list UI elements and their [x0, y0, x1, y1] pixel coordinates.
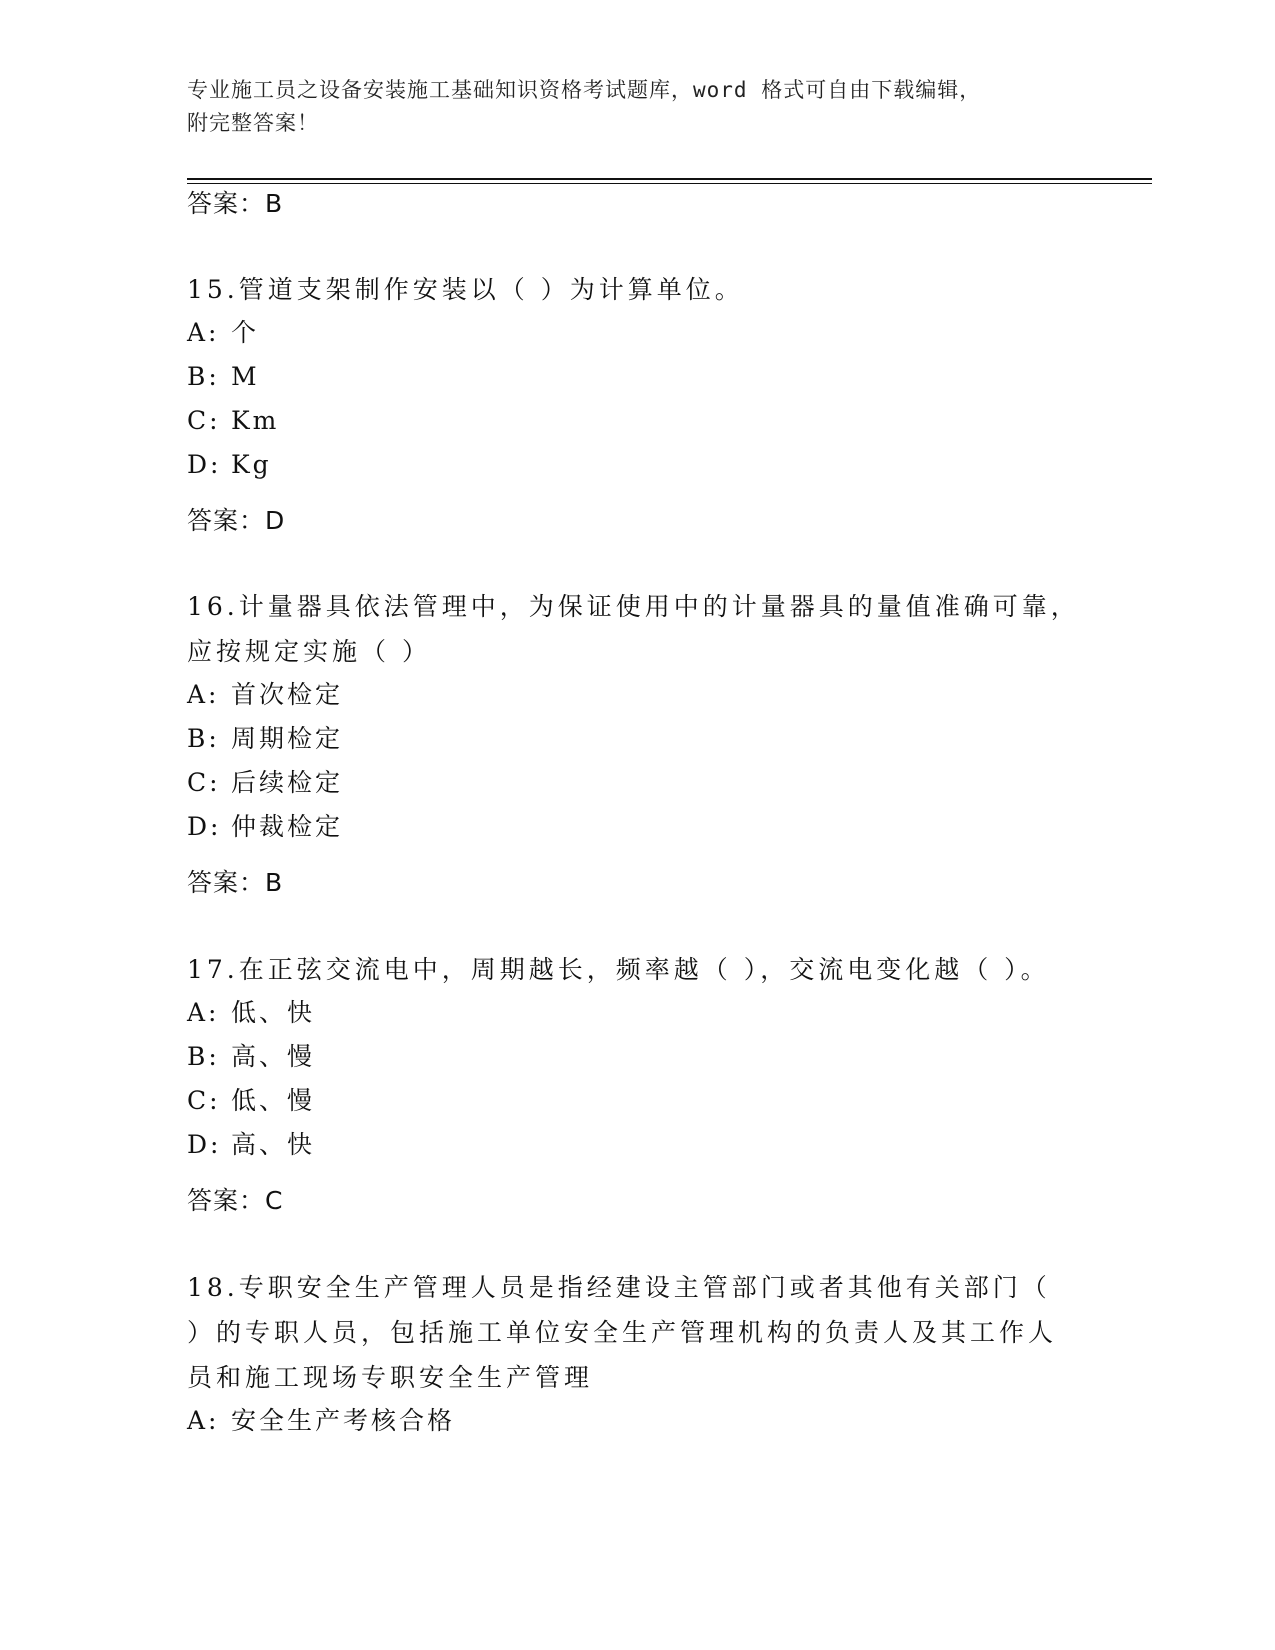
- option-label: D:: [187, 450, 222, 479]
- option-text: 后续检定: [231, 768, 344, 797]
- option-text: 仲裁检定: [231, 812, 344, 841]
- option-label: A:: [187, 1406, 220, 1435]
- option-label: C:: [187, 1086, 221, 1115]
- question-stem-line: 15.管道支架制作安装以（ ）为计算单位。: [187, 275, 744, 304]
- previous-answer: 答案：B: [187, 189, 284, 218]
- question-16-option-b: [187, 724, 343, 754]
- option-text: 低、慢: [231, 1086, 316, 1115]
- document-header: [187, 74, 1087, 140]
- question-18-stem: [187, 1265, 1087, 1400]
- question-18-option-a: [187, 1406, 455, 1436]
- option-text: 首次检定: [231, 680, 344, 709]
- question-stem-line: 员和施工现场专职安全生产管理: [187, 1363, 594, 1392]
- option-text: 个: [231, 318, 260, 347]
- question-16-option-d: [187, 812, 343, 842]
- option-label: D:: [187, 812, 222, 841]
- question-stem-line: 18.专职安全生产管理人员是指经建设主管部门或者其他有关部门（: [187, 1273, 1051, 1302]
- option-label: B:: [187, 362, 220, 391]
- option-text: 周期检定: [231, 724, 344, 753]
- question-15-stem: [187, 267, 1087, 312]
- option-text: Km: [231, 406, 280, 435]
- header-divider-thin: [187, 183, 1152, 184]
- option-text: 安全生产考核合格: [231, 1406, 456, 1435]
- option-text: 高、快: [231, 1130, 316, 1159]
- question-15-answer: 答案：D: [187, 506, 286, 535]
- question-16-answer: 答案：B: [187, 868, 284, 897]
- option-label: B:: [187, 1042, 220, 1071]
- question-16-stem: [187, 584, 1087, 674]
- option-label: D:: [187, 1130, 222, 1159]
- option-text: 高、慢: [231, 1042, 316, 1071]
- header-line-2: 附完整答案！: [187, 111, 319, 135]
- question-15-option-d: [187, 450, 272, 480]
- question-17-answer: 答案：C: [187, 1186, 284, 1215]
- header-divider-thick: [187, 178, 1152, 180]
- option-text: Kg: [231, 450, 272, 479]
- question-15-option-b: [187, 362, 260, 392]
- option-text: 低、快: [231, 998, 316, 1027]
- option-label: A:: [187, 318, 220, 347]
- option-label: B:: [187, 724, 220, 753]
- header-line-1: 专业施工员之设备安装施工基础知识资格考试题库，word 格式可自由下载编辑，: [187, 78, 982, 102]
- question-stem-line: 16.计量器具依法管理中，为保证使用中的计量器具的量值准确可靠，: [187, 592, 1080, 621]
- option-label: A:: [187, 998, 220, 1027]
- question-15-option-c: [187, 406, 279, 436]
- question-17-option-c: [187, 1086, 315, 1116]
- option-text: M: [231, 362, 260, 391]
- option-label: A:: [187, 680, 220, 709]
- question-stem-line: ）的专职人员，包括施工单位安全生产管理机构的负责人及其工作人: [187, 1318, 1058, 1347]
- option-label: C:: [187, 768, 221, 797]
- question-16-option-a: [187, 680, 343, 710]
- question-17-option-b: [187, 1042, 315, 1072]
- question-16-option-c: [187, 768, 343, 798]
- question-17-option-d: [187, 1130, 315, 1160]
- question-stem-line: 17.在正弦交流电中，周期越长，频率越（ ），交流电变化越（ ）。: [187, 955, 1050, 984]
- question-15-option-a: [187, 318, 259, 348]
- question-stem-line: 应按规定实施（ ）: [187, 637, 431, 666]
- option-label: C:: [187, 406, 221, 435]
- question-17-option-a: [187, 998, 315, 1028]
- question-17-stem: [187, 947, 1087, 992]
